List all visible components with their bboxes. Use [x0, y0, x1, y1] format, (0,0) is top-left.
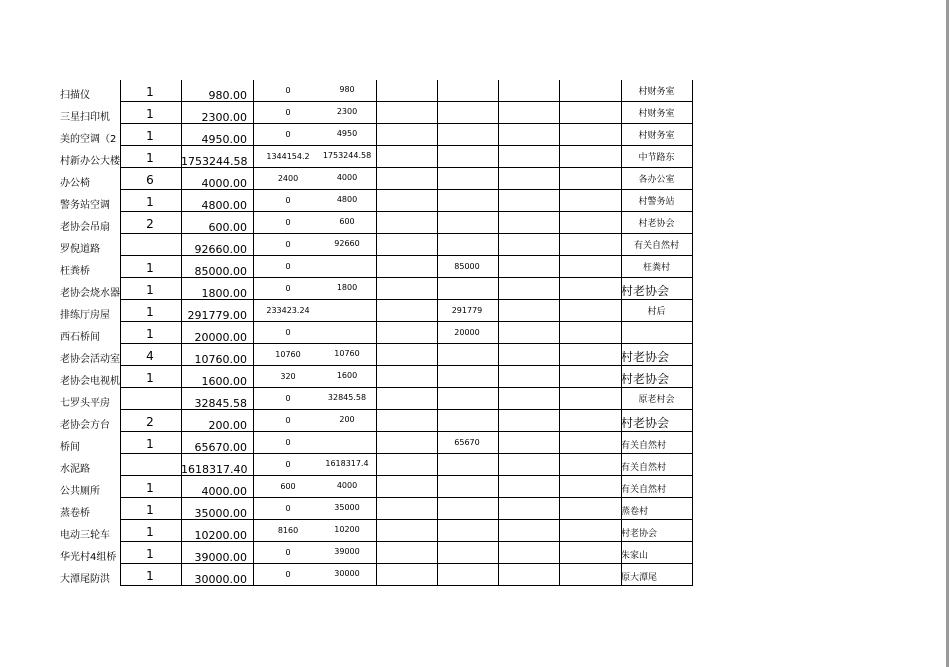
amount-cell[interactable]: 92660.00 [194, 243, 247, 256]
value-cell[interactable]: 980 [339, 85, 355, 94]
asset-name-cell[interactable]: 老协会烧水器 [60, 288, 120, 299]
location-cell[interactable]: 有关自然村 [621, 441, 667, 451]
amount-cell[interactable]: 1600.00 [201, 375, 247, 388]
value-cell[interactable]: 10200 [334, 525, 360, 534]
asset-name-cell[interactable]: 老协会吊扇 [60, 222, 110, 233]
value-cell[interactable]: 1600 [336, 371, 358, 380]
value-cell[interactable]: 32845.58 [327, 393, 367, 402]
amount-cell[interactable]: 291779.00 [187, 309, 247, 322]
location-cell[interactable]: 村财务室 [638, 87, 675, 97]
value-cell[interactable] [318, 256, 376, 278]
location-cell[interactable]: 村老协会 [621, 284, 670, 298]
quantity-cell[interactable] [120, 388, 180, 410]
quantity-cell[interactable] [120, 234, 180, 256]
table-row [60, 322, 692, 344]
table-row [60, 432, 692, 454]
other-value-cell[interactable] [437, 80, 497, 102]
asset-name-cell[interactable]: 办公椅 [60, 178, 90, 189]
amount-cell[interactable]: 4000.00 [201, 485, 247, 498]
table-row [60, 278, 692, 300]
other-value-cell[interactable] [437, 498, 497, 520]
quantity-cell[interactable]: 1 [146, 151, 154, 165]
depreciation-cell[interactable]: 1344154.2 [266, 152, 310, 161]
location-cell[interactable]: 村警务站 [638, 197, 675, 207]
asset-name-cell[interactable]: 七罗头平房 [60, 398, 110, 409]
value-cell[interactable]: 35000 [334, 503, 360, 512]
other-value-cell[interactable]: 85000 [454, 262, 480, 271]
asset-name-cell[interactable]: 警务站空调 [60, 200, 110, 211]
depreciation-cell[interactable]: 0 [285, 284, 291, 293]
quantity-cell[interactable]: 1 [146, 261, 154, 275]
asset-name-cell[interactable]: 蒸卷桥 [60, 508, 90, 519]
other-value-cell[interactable] [437, 344, 497, 366]
amount-cell[interactable]: 200.00 [208, 419, 247, 432]
location-cell[interactable]: 原老村会 [638, 395, 675, 405]
depreciation-cell[interactable]: 0 [285, 218, 291, 227]
amount-cell[interactable]: 4800.00 [201, 199, 247, 212]
other-value-cell[interactable] [437, 542, 497, 564]
value-cell[interactable]: 4000 [336, 481, 358, 490]
location-cell[interactable]: 村老协会 [621, 350, 670, 364]
quantity-cell[interactable]: 1 [146, 569, 154, 583]
location-cell[interactable]: 原大潭尾 [621, 573, 658, 583]
table-row [60, 498, 692, 520]
quantity-cell[interactable]: 1 [146, 129, 154, 143]
table-row [60, 564, 692, 586]
depreciation-cell[interactable]: 320 [280, 372, 296, 381]
depreciation-cell[interactable]: 0 [285, 548, 291, 557]
table-row [60, 146, 692, 168]
table-row [60, 168, 692, 190]
depreciation-cell[interactable]: 0 [285, 328, 291, 337]
amount-cell[interactable]: 600.00 [208, 221, 247, 234]
depreciation-cell[interactable]: 0 [285, 570, 291, 579]
location-cell[interactable]: 各办公室 [638, 175, 675, 185]
location-cell[interactable]: 村财务室 [638, 109, 675, 119]
depreciation-cell[interactable]: 233423.24 [266, 306, 310, 315]
depreciation-cell[interactable]: 0 [285, 504, 291, 513]
table-row [60, 190, 692, 212]
asset-name-cell[interactable]: 桥间 [60, 442, 80, 453]
depreciation-cell[interactable]: 0 [285, 262, 291, 271]
other-value-cell[interactable] [437, 278, 497, 300]
table-row [60, 234, 692, 256]
location-cell[interactable]: 有关自然村 [621, 485, 667, 495]
location-cell[interactable]: 村老协会 [638, 219, 675, 229]
other-value-cell[interactable] [437, 124, 497, 146]
depreciation-cell[interactable]: 0 [285, 196, 291, 205]
quantity-cell[interactable]: 1 [146, 85, 154, 99]
amount-cell[interactable]: 2300.00 [201, 111, 247, 124]
location-cell[interactable]: 村财务室 [638, 131, 675, 141]
amount-cell[interactable]: 39000.00 [194, 551, 247, 564]
other-value-cell[interactable] [437, 454, 497, 476]
depreciation-cell[interactable]: 0 [285, 130, 291, 139]
location-cell[interactable]: 村老协会 [621, 372, 670, 386]
table-row [60, 300, 692, 322]
amount-cell[interactable]: 32845.58 [194, 397, 247, 410]
quantity-cell[interactable]: 1 [146, 481, 154, 495]
table-row [60, 212, 692, 234]
quantity-cell[interactable]: 1 [146, 547, 154, 561]
quantity-cell[interactable]: 1 [146, 437, 154, 451]
asset-name-cell[interactable]: 枉粪桥 [60, 266, 90, 277]
other-value-cell[interactable] [437, 388, 497, 410]
other-value-cell[interactable] [437, 146, 497, 168]
column-divider [692, 80, 693, 586]
amount-cell[interactable]: 30000.00 [194, 573, 247, 586]
depreciation-cell[interactable]: 10760 [275, 350, 301, 359]
table-row [60, 476, 692, 498]
location-cell[interactable]: 村后 [647, 307, 666, 317]
value-cell[interactable]: 10760 [334, 349, 360, 358]
asset-name-cell[interactable]: 排练厅房屋 [60, 310, 110, 321]
other-value-cell[interactable] [437, 190, 497, 212]
asset-name-cell[interactable]: 西石桥间 [60, 332, 100, 343]
table-row [60, 542, 692, 564]
quantity-cell[interactable] [120, 454, 180, 476]
depreciation-cell[interactable]: 8160 [277, 526, 299, 535]
asset-name-cell[interactable]: 美的空调（2 [60, 134, 117, 145]
table-row [60, 344, 692, 366]
asset-name-cell[interactable]: 罗倪道路 [60, 244, 100, 255]
value-cell[interactable]: 600 [339, 217, 355, 226]
depreciation-cell[interactable]: 0 [285, 460, 291, 469]
table-row [60, 124, 692, 146]
asset-name-cell[interactable]: 水泥路 [60, 464, 90, 475]
quantity-cell[interactable]: 1 [146, 107, 154, 121]
other-value-cell[interactable] [437, 102, 497, 124]
other-value-cell[interactable]: 291779 [451, 306, 483, 315]
other-value-cell[interactable] [437, 212, 497, 234]
table-row [60, 410, 692, 432]
other-value-cell[interactable] [437, 564, 497, 586]
asset-name-cell[interactable]: 老协会活动室 [60, 354, 120, 365]
quantity-cell[interactable]: 1 [146, 195, 154, 209]
table-row [60, 80, 692, 102]
asset-name-cell[interactable]: 三星扫印机 [60, 112, 110, 123]
depreciation-cell[interactable]: 0 [285, 394, 291, 403]
table-row [60, 520, 692, 542]
table-row [60, 388, 692, 410]
value-cell[interactable]: 92660 [334, 239, 360, 248]
quantity-cell[interactable]: 1 [146, 283, 154, 297]
value-cell[interactable]: 200 [339, 415, 355, 424]
depreciation-cell[interactable]: 0 [285, 240, 291, 249]
amount-cell[interactable]: 20000.00 [194, 331, 247, 344]
quantity-cell[interactable]: 6 [146, 173, 154, 187]
amount-cell[interactable]: 1618317.40 [181, 463, 247, 476]
location-cell[interactable]: 有关自然村 [621, 463, 667, 473]
value-cell[interactable] [318, 432, 376, 454]
depreciation-cell[interactable]: 2400 [277, 174, 299, 183]
location-cell[interactable]: 有关自然村 [633, 241, 679, 251]
depreciation-cell[interactable]: 0 [285, 438, 291, 447]
asset-name-cell[interactable]: 老协会电视机 [60, 376, 120, 387]
quantity-cell[interactable]: 2 [146, 415, 154, 429]
asset-name-cell[interactable]: 大潭尾防洪 [60, 574, 110, 585]
location-cell[interactable]: 中节路东 [638, 153, 675, 163]
quantity-cell[interactable]: 1 [146, 525, 154, 539]
location-cell[interactable]: 村老协会 [621, 529, 658, 539]
amount-cell[interactable]: 4000.00 [201, 177, 247, 190]
other-value-cell[interactable] [437, 168, 497, 190]
table-row [60, 454, 692, 476]
value-cell[interactable]: 2300 [336, 107, 358, 116]
value-cell[interactable]: 4800 [336, 195, 358, 204]
quantity-cell[interactable]: 1 [146, 503, 154, 517]
value-cell[interactable] [318, 322, 376, 344]
location-cell[interactable] [621, 322, 692, 344]
asset-name-cell[interactable]: 华光村4组桥 [60, 552, 117, 563]
other-value-cell[interactable]: 65670 [454, 438, 480, 447]
other-value-cell[interactable] [437, 234, 497, 256]
asset-name-cell[interactable]: 电动三轮车 [60, 530, 110, 541]
amount-cell[interactable]: 1800.00 [201, 287, 247, 300]
value-cell[interactable]: 1618317.4 [325, 459, 369, 468]
quantity-cell[interactable]: 2 [146, 217, 154, 231]
quantity-cell[interactable]: 1 [146, 327, 154, 341]
other-value-cell[interactable]: 20000 [454, 328, 480, 337]
quantity-cell[interactable]: 1 [146, 305, 154, 319]
amount-cell[interactable]: 65670.00 [194, 441, 247, 454]
value-cell[interactable]: 30000 [334, 569, 360, 578]
other-value-cell[interactable] [437, 366, 497, 388]
amount-cell[interactable]: 85000.00 [194, 265, 247, 278]
quantity-cell[interactable]: 4 [146, 349, 154, 363]
value-cell[interactable] [318, 300, 376, 322]
location-cell[interactable]: 村老协会 [621, 416, 670, 430]
depreciation-cell[interactable]: 0 [285, 416, 291, 425]
value-cell[interactable]: 1800 [336, 283, 358, 292]
location-cell[interactable]: 朱家山 [621, 551, 649, 561]
depreciation-cell[interactable]: 0 [285, 108, 291, 117]
depreciation-cell[interactable]: 600 [280, 482, 296, 491]
location-cell[interactable]: 枉粪村 [642, 263, 670, 273]
other-value-cell[interactable] [437, 410, 497, 432]
amount-cell[interactable]: 1753244.58 [181, 155, 247, 168]
asset-name-cell[interactable]: 公共厕所 [60, 486, 100, 497]
value-cell[interactable]: 4950 [336, 129, 358, 138]
depreciation-cell[interactable]: 0 [285, 86, 291, 95]
location-cell[interactable]: 蒸卷村 [621, 507, 649, 517]
other-value-cell[interactable] [437, 476, 497, 498]
table-row [60, 366, 692, 388]
amount-cell[interactable]: 4950.00 [201, 133, 247, 146]
asset-name-cell[interactable]: 村新办公大楼 [60, 156, 120, 167]
table-row [60, 102, 692, 124]
quantity-cell[interactable]: 1 [146, 371, 154, 385]
asset-name-cell[interactable]: 老协会方台 [60, 420, 110, 431]
amount-cell[interactable]: 35000.00 [194, 507, 247, 520]
value-cell[interactable]: 39000 [334, 547, 360, 556]
amount-cell[interactable]: 10200.00 [194, 529, 247, 542]
other-value-cell[interactable] [437, 520, 497, 542]
amount-cell[interactable]: 10760.00 [194, 353, 247, 366]
amount-cell[interactable]: 980.00 [208, 89, 247, 102]
value-cell[interactable]: 1753244.58 [322, 151, 372, 160]
asset-name-cell[interactable]: 扫描仪 [60, 90, 90, 101]
table-row [60, 256, 692, 278]
value-cell[interactable]: 4000 [336, 173, 358, 182]
